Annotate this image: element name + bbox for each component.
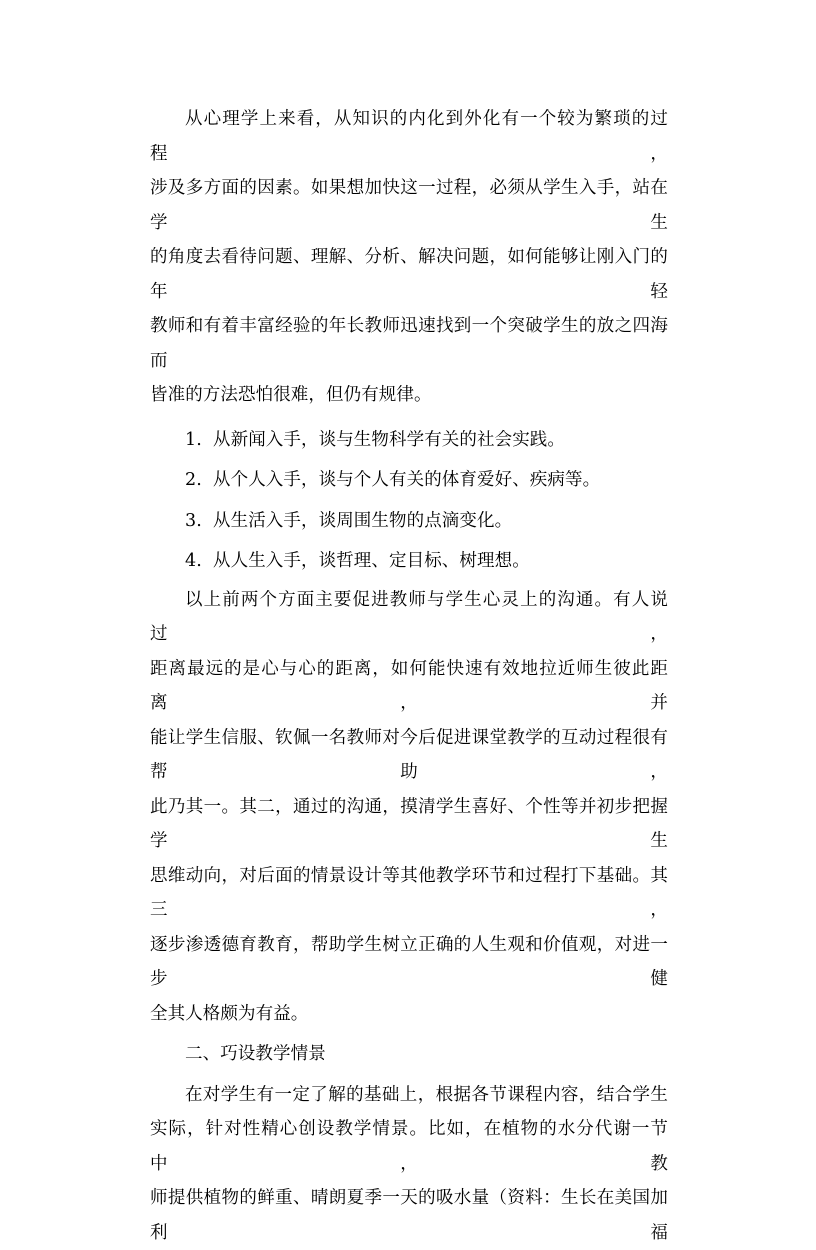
text-line: 师提供植物的鲜重、晴朗夏季一天的吸水量（资料：生长在美国加利福: [150, 1181, 668, 1250]
paragraph-intro: [150, 102, 668, 413]
text-line: 以上前两个方面主要促进教师与学生心灵上的沟通。有人说过，: [150, 583, 668, 652]
document-body: [150, 102, 668, 1250]
text-line: 在对学生有一定了解的基础上，根据各节课程内容，结合学生: [150, 1078, 668, 1113]
list-item: [150, 544, 668, 579]
text-line: 教师和有着丰富经验的年长教师迅速找到一个突破学生的放之四海而: [150, 309, 668, 378]
list-text: 从新闻入手，谈与生物科学有关的社会实践。: [213, 430, 565, 450]
text-line: 从心理学上来看，从知识的内化到外化有一个较为繁琐的过程，: [150, 102, 668, 171]
list-number: 2.: [185, 463, 213, 498]
text-line: 逐步渗透德育教育，帮助学生树立正确的人生观和价值观，对进一步健: [150, 928, 668, 997]
list-number: 4.: [185, 544, 213, 579]
paragraph-scenario: [150, 1078, 668, 1250]
list-text: 从人生入手，谈哲理、定目标、树理想。: [213, 551, 530, 571]
section-heading: 二、巧设教学情景: [150, 1037, 668, 1072]
paragraph-communication: [150, 583, 668, 1032]
list-number: 1.: [185, 423, 213, 458]
text-line: 涉及多方面的因素。如果想加快这一过程，必须从学生入手，站在学生: [150, 171, 668, 240]
text-line: 的角度去看待问题、理解、分析、解决问题，如何能够让刚入门的年轻: [150, 240, 668, 309]
list-number: 3.: [185, 504, 213, 539]
text-line: 距离最远的是心与心的距离，如何能快速有效地拉近师生彼此距离，并: [150, 652, 668, 721]
list-text: 从个人入手，谈与个人有关的体育爱好、疾病等。: [213, 470, 600, 490]
list-item: [150, 463, 668, 498]
text-line: 思维动向，对后面的情景设计等其他教学环节和过程打下基础。其三，: [150, 859, 668, 928]
text-line: 此乃其一。其二，通过的沟通，摸清学生喜好、个性等并初步把握学生: [150, 790, 668, 859]
text-line: 能让学生信服、钦佩一名教师对今后促进课堂教学的互动过程很有帮助，: [150, 721, 668, 790]
list-text: 从生活入手，谈周围生物的点滴变化。: [213, 511, 512, 531]
list-item: [150, 504, 668, 539]
list-item: [150, 423, 668, 458]
text-line: 全其人格颇为有益。: [150, 997, 668, 1032]
text-line: 皆准的方法恐怕很难，但仍有规律。: [150, 378, 668, 413]
text-line: 实际，针对性精心创设教学情景。比如，在植物的水分代谢一节中，教: [150, 1112, 668, 1181]
